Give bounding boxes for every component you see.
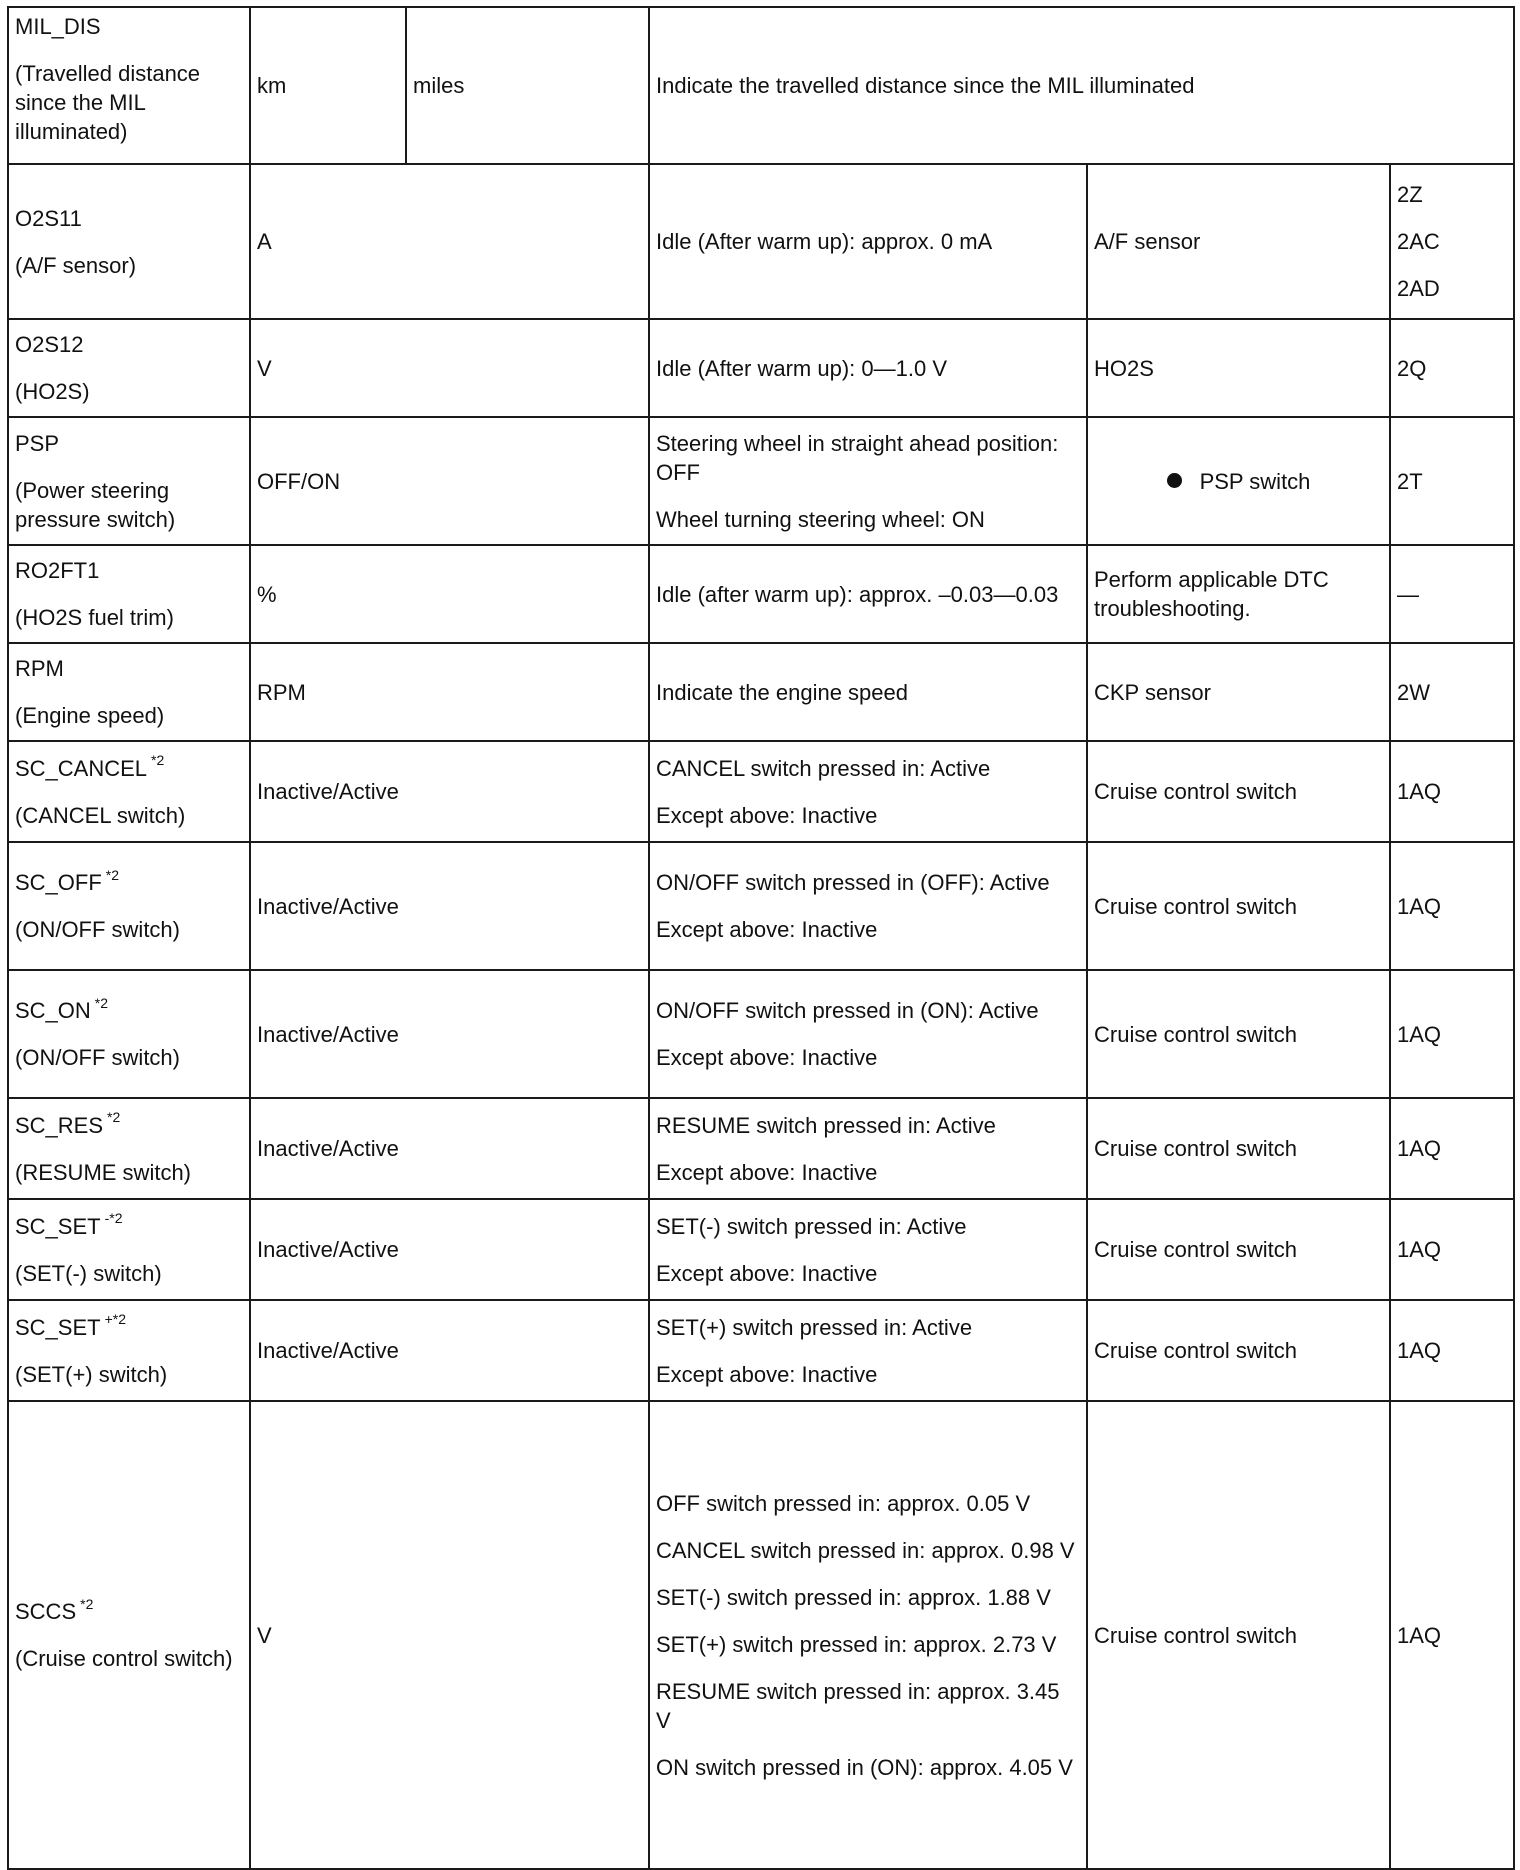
terminal-cell: — xyxy=(1390,545,1514,643)
condition-line: SET(+) switch pressed in: approx. 2.73 V xyxy=(656,1631,1057,1657)
inspection-cell: Cruise control switch xyxy=(1087,1401,1390,1869)
condition-line: SET(+) switch pressed in: Active xyxy=(656,1314,973,1340)
inspection-label: PSP switch xyxy=(1199,468,1311,494)
pid-description: (RESUME switch) xyxy=(15,1159,192,1185)
condition-line: RESUME switch pressed in: Active xyxy=(656,1112,996,1138)
condition-line: SET(-) switch pressed in: Active xyxy=(656,1213,967,1239)
table-row xyxy=(8,741,1514,842)
condition-cell xyxy=(649,1098,1087,1199)
condition-cell: Idle (After warm up): 0—1.0 V xyxy=(649,319,1087,417)
terminal-label: 2AC xyxy=(1397,229,1440,254)
condition-line: OFF switch pressed in: approx. 0.05 V xyxy=(656,1490,1031,1516)
condition-line: CANCEL switch pressed in: approx. 0.98 V xyxy=(656,1537,1075,1563)
condition-cell: Indicate the travelled distance since the MIL illuminated xyxy=(649,7,1514,164)
pid-description: (ON/OFF switch) xyxy=(15,917,180,942)
pid-cell xyxy=(8,970,250,1098)
condition-line: SET(-) switch pressed in: approx. 1.88 V xyxy=(656,1584,1051,1610)
pid-description: (CANCEL switch) xyxy=(15,802,186,828)
unit-cell: Inactive/Active xyxy=(250,741,649,842)
pid-cell xyxy=(8,545,250,643)
unit-cell: Inactive/Active xyxy=(250,1199,649,1300)
unit-cell: V xyxy=(250,319,649,417)
pid-cell xyxy=(8,7,250,164)
terminal-label: 2Z xyxy=(1397,182,1423,207)
pid-name: RPM xyxy=(15,656,64,681)
pid-name: RO2FT1 xyxy=(15,558,100,583)
terminal-cell: 1AQ xyxy=(1390,1098,1514,1199)
table-row xyxy=(8,643,1514,741)
bullet-icon xyxy=(1167,473,1182,488)
condition-cell xyxy=(649,1300,1087,1401)
pid-cell xyxy=(8,643,250,741)
condition-line: Except above: Inactive xyxy=(656,1260,878,1286)
condition-line: ON/OFF switch pressed in (ON): Active xyxy=(656,998,1039,1023)
condition-cell xyxy=(649,741,1087,842)
inspection-cell: Cruise control switch xyxy=(1087,741,1390,842)
condition-cell xyxy=(649,970,1087,1098)
condition-line: Except above: Inactive xyxy=(656,1045,878,1070)
table-row xyxy=(8,1401,1514,1869)
condition-cell: Indicate the engine speed xyxy=(649,643,1087,741)
condition-cell xyxy=(649,1401,1087,1869)
inspection-cell: CKP sensor xyxy=(1087,643,1390,741)
pid-name: SCCS xyxy=(15,1599,77,1624)
condition-line: Except above: Inactive xyxy=(656,802,878,828)
terminal-cell: 2T xyxy=(1390,417,1514,545)
terminal-cell: 1AQ xyxy=(1390,842,1514,970)
table-row xyxy=(8,319,1514,417)
pid-name: SC_SET xyxy=(15,1314,101,1340)
condition-line: RESUME switch pressed in: approx. 3.45 V xyxy=(656,1678,1060,1733)
footnote-mark: +*2 xyxy=(104,1311,127,1328)
inspection-cell: Cruise control switch xyxy=(1087,1300,1390,1401)
terminal-cell xyxy=(1390,164,1514,319)
unit-cell: Inactive/Active xyxy=(250,970,649,1098)
condition-cell: Idle (After warm up): approx. 0 mA xyxy=(649,164,1087,319)
pid-description: (Power steering pressure switch) xyxy=(15,477,176,532)
pid-name: SC_SET xyxy=(15,1213,101,1239)
terminal-cell: 1AQ xyxy=(1390,1199,1514,1300)
condition-line: CANCEL switch pressed in: Active xyxy=(656,755,991,781)
terminal-cell: 2Q xyxy=(1390,319,1514,417)
terminal-cell: 1AQ xyxy=(1390,970,1514,1098)
pid-description: (Cruise control switch) xyxy=(15,1646,233,1671)
condition-line: Except above: Inactive xyxy=(656,917,878,942)
unit-cell: A xyxy=(250,164,649,319)
pid-cell xyxy=(8,319,250,417)
footnote-mark: *2 xyxy=(94,994,109,1011)
inspection-cell: Cruise control switch xyxy=(1087,1098,1390,1199)
pid-name: SC_RES xyxy=(15,1112,104,1138)
pid-description: (ON/OFF switch) xyxy=(15,1045,180,1070)
pid-description: (A/F sensor) xyxy=(15,252,137,278)
pid-description: (SET(-) switch) xyxy=(15,1260,162,1286)
condition-line: Steering wheel in straight ahead position: OFF xyxy=(656,430,1059,485)
condition-line: ON switch pressed in (ON): approx. 4.05 V xyxy=(656,1754,1073,1780)
table-row xyxy=(8,1300,1514,1401)
pid-cell xyxy=(8,417,250,545)
table-row xyxy=(8,7,1514,164)
inspection-cell: Cruise control switch xyxy=(1087,842,1390,970)
pid-cell xyxy=(8,842,250,970)
footnote-mark: *2 xyxy=(151,752,165,769)
table-row xyxy=(8,1098,1514,1199)
pid-name: PSP xyxy=(15,430,60,456)
unit-cell: miles xyxy=(406,7,649,164)
footnote-mark: *2 xyxy=(80,1595,94,1612)
unit-cell: km xyxy=(250,7,406,164)
unit-cell: Inactive/Active xyxy=(250,1098,649,1199)
pid-cell xyxy=(8,1401,250,1869)
inspection-cell: A/F sensor xyxy=(1087,164,1390,319)
table-row xyxy=(8,842,1514,970)
pid-name: O2S11 xyxy=(15,205,82,231)
table-row xyxy=(8,545,1514,643)
unit-cell: Inactive/Active xyxy=(250,1300,649,1401)
pid-name: SC_CANCEL xyxy=(15,755,148,781)
condition-line: ON/OFF switch pressed in (OFF): Active xyxy=(656,870,1050,895)
pid-description: (HO2S fuel trim) xyxy=(15,605,174,630)
unit-cell: OFF/ON xyxy=(250,417,649,545)
condition-cell xyxy=(649,842,1087,970)
pid-cell xyxy=(8,1300,250,1401)
pid-cell xyxy=(8,1098,250,1199)
condition-line: Except above: Inactive xyxy=(656,1159,878,1185)
inspection-cell: Cruise control switch xyxy=(1087,970,1390,1098)
inspection-cell xyxy=(1087,417,1390,545)
pid-name: SC_ON xyxy=(15,998,91,1023)
table-row xyxy=(8,417,1514,545)
footnote-mark: *2 xyxy=(105,866,120,883)
condition-line: Wheel turning steering wheel: ON xyxy=(656,506,985,532)
pid-cell xyxy=(8,1199,250,1300)
terminal-cell: 2W xyxy=(1390,643,1514,741)
pid-description: (Travelled distance since the MIL illuminated) xyxy=(15,61,201,144)
inspection-cell: Perform applicable DTC troubleshooting. xyxy=(1087,545,1390,643)
table-row xyxy=(8,970,1514,1098)
pid-name: MIL_DIS xyxy=(15,14,101,39)
pid-description: (Engine speed) xyxy=(15,703,165,728)
pid-description: (SET(+) switch) xyxy=(15,1361,168,1387)
table-row xyxy=(8,164,1514,319)
terminal-cell: 1AQ xyxy=(1390,1401,1514,1869)
unit-cell: V xyxy=(250,1401,649,1869)
pid-table xyxy=(7,6,1515,1870)
terminal-cell: 1AQ xyxy=(1390,1300,1514,1401)
condition-cell xyxy=(649,417,1087,545)
pid-cell xyxy=(8,741,250,842)
pid-name: O2S12 xyxy=(15,332,84,357)
inspection-cell: HO2S xyxy=(1087,319,1390,417)
footnote-mark: *2 xyxy=(107,1109,121,1126)
table-row xyxy=(8,1199,1514,1300)
terminal-label: 2AD xyxy=(1397,276,1440,301)
pid-cell xyxy=(8,164,250,319)
condition-cell: Idle (after warm up): approx. –0.03—0.03 xyxy=(649,545,1087,643)
footnote-mark: -*2 xyxy=(104,1210,123,1227)
unit-cell: RPM xyxy=(250,643,649,741)
terminal-cell: 1AQ xyxy=(1390,741,1514,842)
unit-cell: % xyxy=(250,545,649,643)
pid-description: (HO2S) xyxy=(15,379,90,404)
unit-cell: Inactive/Active xyxy=(250,842,649,970)
condition-line: Except above: Inactive xyxy=(656,1361,878,1387)
pid-name: SC_OFF xyxy=(15,870,102,895)
inspection-cell: Cruise control switch xyxy=(1087,1199,1390,1300)
condition-cell xyxy=(649,1199,1087,1300)
